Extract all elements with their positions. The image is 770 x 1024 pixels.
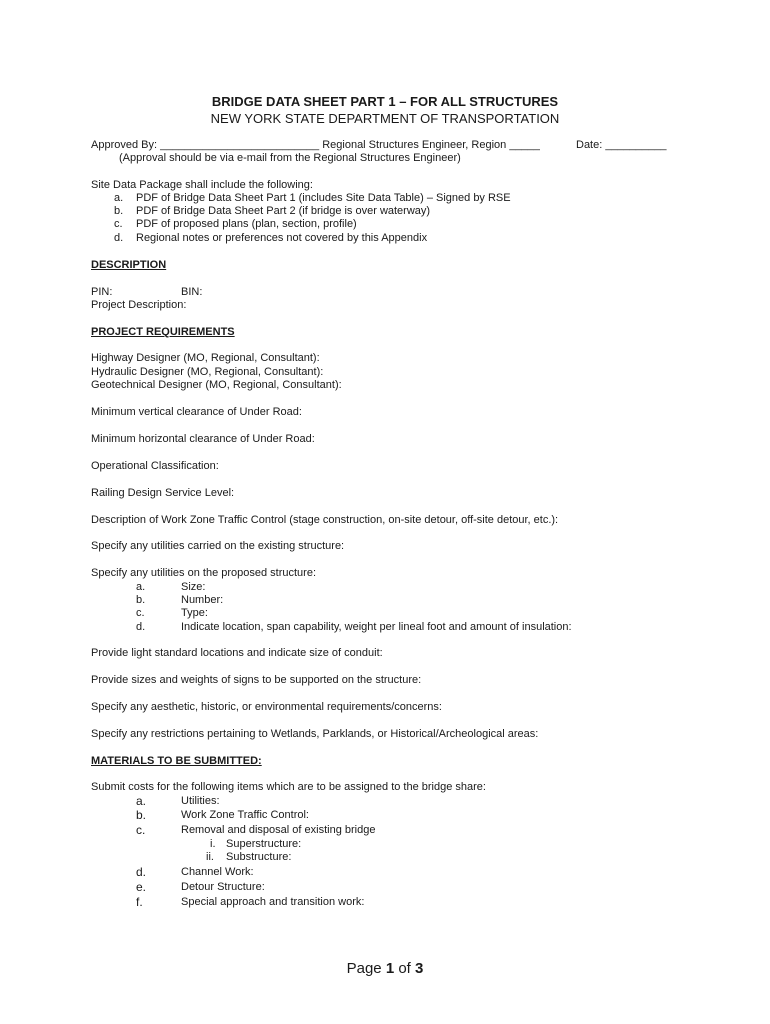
- page-number: 1: [385, 960, 395, 977]
- highway-designer-label: Highway Designer (MO, Regional, Consultant):: [91, 352, 320, 364]
- description-heading: DESCRIPTION: [91, 259, 167, 271]
- horizontal-clearance-label: Minimum horizontal clearance of Under Road:: [91, 433, 315, 445]
- signs-label: Provide sizes and weights of signs to be supported on the structure:: [91, 674, 422, 686]
- list-item: PDF of proposed plans (plan, section, profile): [136, 218, 357, 230]
- utilities-proposed-label: Specify any utilities on the proposed structure:: [91, 567, 317, 579]
- work-zone-label: Description of Work Zone Traffic Control (stage construction, on-site detour, off-site detour, etc.):: [91, 514, 559, 526]
- list-marker: b.: [114, 205, 124, 217]
- list-marker: d.: [114, 232, 124, 244]
- list-marker: f.: [136, 895, 143, 909]
- list-item: Type:: [181, 607, 208, 619]
- list-item: PDF of Bridge Data Sheet Part 1 (includes Site Data Table) – Signed by RSE: [136, 192, 511, 204]
- railing-design-label: Railing Design Service Level:: [91, 487, 235, 499]
- of-word: of: [398, 960, 411, 977]
- light-standard-label: Provide light standard locations and indicate size of conduit:: [91, 647, 383, 659]
- list-item: Number:: [181, 594, 224, 606]
- list-marker: b.: [136, 808, 147, 822]
- bin-label: BIN:: [181, 286, 203, 298]
- operational-classification-label: Operational Classification:: [91, 460, 219, 472]
- page-word: Page: [346, 960, 382, 977]
- list-item: PDF of Bridge Data Sheet Part 2 (if bridge is over waterway): [136, 205, 431, 217]
- list-item: Indicate location, span capability, weight per lineal foot and amount of insulation:: [181, 621, 572, 633]
- list-marker: ii.: [206, 851, 214, 863]
- materials-intro: Submit costs for the following items which are to be assigned to the bridge share:: [91, 781, 486, 793]
- project-requirements-heading: PROJECT REQUIREMENTS: [91, 326, 235, 338]
- aesthetic-label: Specify any aesthetic, historic, or environmental requirements/concerns:: [91, 701, 442, 713]
- list-item: Utilities:: [181, 795, 220, 807]
- list-item: Special approach and transition work:: [181, 896, 365, 908]
- approved-by-line: Approved By: __________________________ Regional Structures Engineer, Region _____: [91, 139, 540, 151]
- list-item: Work Zone Traffic Control:: [181, 809, 309, 821]
- site-package-intro: Site Data Package shall include the following:: [91, 179, 313, 191]
- document-title: BRIDGE DATA SHEET PART 1 – FOR ALL STRUCTURES: [211, 94, 559, 109]
- pin-label: PIN:: [91, 286, 113, 298]
- hydraulic-designer-label: Hydraulic Designer (MO, Regional, Consultant):: [91, 366, 324, 378]
- list-item: Regional notes or preferences not covered by this Appendix: [136, 232, 428, 244]
- list-item: Size:: [181, 581, 206, 593]
- list-marker: a.: [114, 192, 124, 204]
- list-marker: d.: [136, 621, 146, 633]
- list-marker: c.: [136, 607, 145, 619]
- restrictions-label: Specify any restrictions pertaining to Wetlands, Parklands, or Historical/Archeological areas:: [91, 728, 539, 740]
- document-subtitle: NEW YORK STATE DEPARTMENT OF TRANSPORTATION: [210, 111, 560, 126]
- project-description-label: Project Description:: [91, 299, 187, 311]
- materials-heading: MATERIALS TO BE SUBMITTED:: [91, 755, 262, 767]
- list-item: Removal and disposal of existing bridge: [181, 824, 376, 836]
- list-marker: d.: [136, 865, 147, 879]
- page-total: 3: [415, 960, 424, 977]
- page-footer: [0, 960, 770, 978]
- list-subitem: Superstructure:: [226, 838, 302, 850]
- list-marker: c.: [136, 823, 146, 837]
- vertical-clearance-label: Minimum vertical clearance of Under Road:: [91, 406, 302, 418]
- list-marker: b.: [136, 594, 146, 606]
- approval-date: Date: __________: [576, 139, 667, 151]
- list-marker: a.: [136, 581, 146, 593]
- list-marker: e.: [136, 880, 147, 894]
- list-item: Channel Work:: [181, 866, 254, 878]
- list-subitem: Substructure:: [226, 851, 292, 863]
- geotechnical-designer-label: Geotechnical Designer (MO, Regional, Consultant):: [91, 379, 342, 391]
- approval-note: (Approval should be via e-mail from the Regional Structures Engineer): [119, 152, 461, 164]
- list-marker: c.: [114, 218, 123, 230]
- list-marker: a.: [136, 794, 147, 808]
- list-marker: i.: [210, 838, 216, 850]
- utilities-existing-label: Specify any utilities carried on the existing structure:: [91, 540, 345, 552]
- list-item: Detour Structure:: [181, 881, 265, 893]
